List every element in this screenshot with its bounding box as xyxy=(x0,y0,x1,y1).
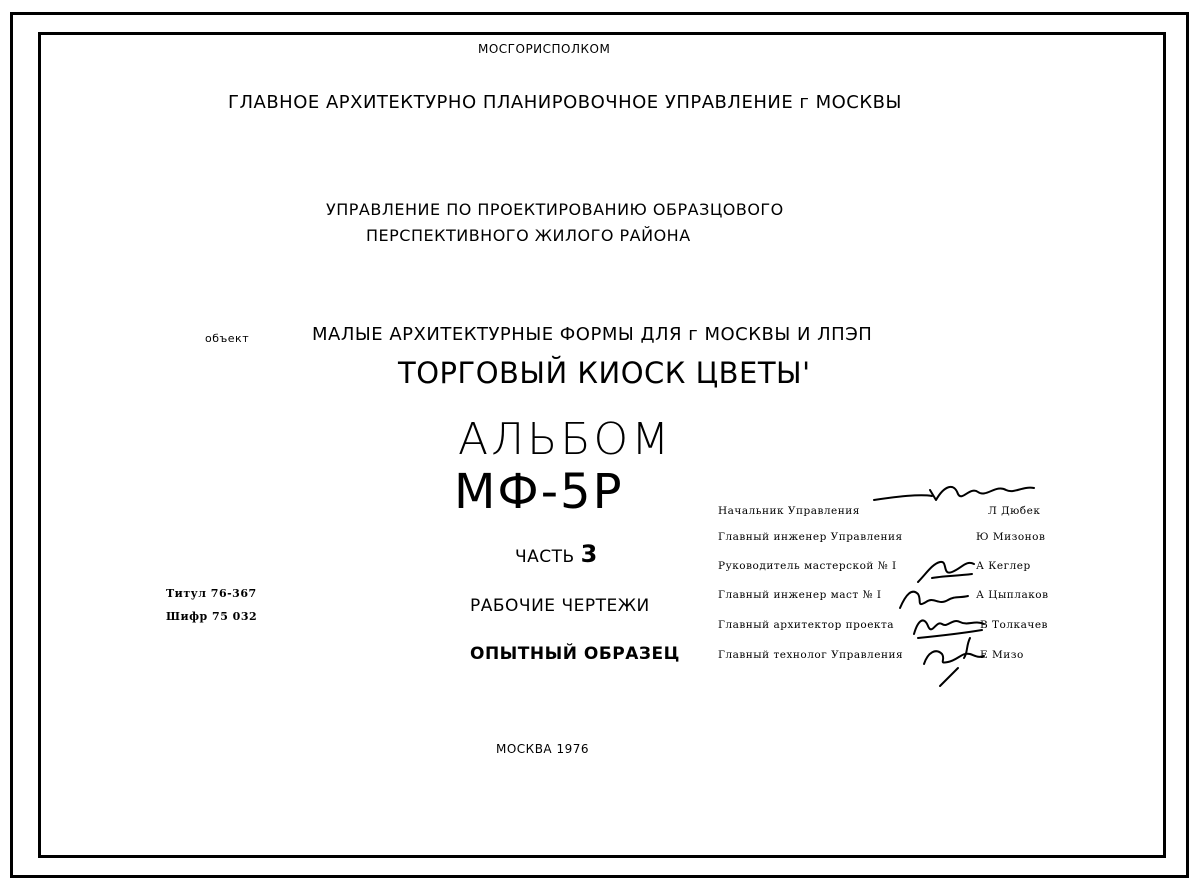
album-word: АЛЬБОМ xyxy=(458,414,673,465)
committee-label: МОСГОРИСПОЛКОМ xyxy=(478,42,611,56)
signatory-role: Начальник Управления xyxy=(718,505,860,517)
signature-workshop-head xyxy=(912,552,982,586)
signatory-name: Е Мизо xyxy=(980,649,1024,661)
cipher-code: Шифр 75 032 xyxy=(166,610,258,623)
main-department: ГЛАВНОЕ АРХИТЕКТУРНО ПЛАНИРОВОЧНОЕ УПРАВЛЕНИЕ г МОСКВЫ xyxy=(228,92,902,113)
title-code: Титул 76-367 xyxy=(166,587,257,600)
signatory-name: А Цыплаков xyxy=(976,589,1049,601)
signatory-role: Главный технолог Управления xyxy=(718,649,904,661)
signature-head-of-department xyxy=(870,476,1040,510)
signatory-name: Л Дюбек xyxy=(988,505,1041,517)
object-name: МАЛЫЕ АРХИТЕКТУРНЫЕ ФОРМЫ ДЛЯ г МОСКВЫ И ЛПЭП xyxy=(312,324,873,345)
object-title: ТОРГОВЫЙ КИОСК ЦВЕТЫ' xyxy=(398,356,811,390)
signatory-name: А Кеглер xyxy=(976,560,1031,572)
sample-label: ОПЫТНЫЙ ОБРАЗЕЦ xyxy=(470,644,680,664)
signatory-name: В Толкачев xyxy=(980,619,1048,631)
object-label: объект xyxy=(205,332,250,345)
sub-department-line1: УПРАВЛЕНИЕ ПО ПРОЕКТИРОВАНИЮ ОБРАЗЦОВОГО xyxy=(326,200,784,219)
signatory-role: Руководитель мастерской № I xyxy=(718,560,897,572)
signatory-role: Главный инженер маст № I xyxy=(718,589,882,601)
signature-chief-technologist xyxy=(918,634,988,690)
part-number: 3 xyxy=(580,540,598,568)
signatory-name: Ю Мизонов xyxy=(976,531,1046,543)
city-year: МОСКВА 1976 xyxy=(496,742,589,756)
album-code: МФ-5Р xyxy=(454,464,624,520)
part-word: ЧАСТЬ xyxy=(515,547,575,567)
drawings-label: РАБОЧИЕ ЧЕРТЕЖИ xyxy=(470,596,650,616)
signatory-role: Главный архитектор проекта xyxy=(718,619,895,631)
signatory-role: Главный инженер Управления xyxy=(718,531,903,543)
part-label xyxy=(515,540,598,568)
sub-department-line2: ПЕРСПЕКТИВНОГО ЖИЛОГО РАЙОНА xyxy=(366,226,691,245)
